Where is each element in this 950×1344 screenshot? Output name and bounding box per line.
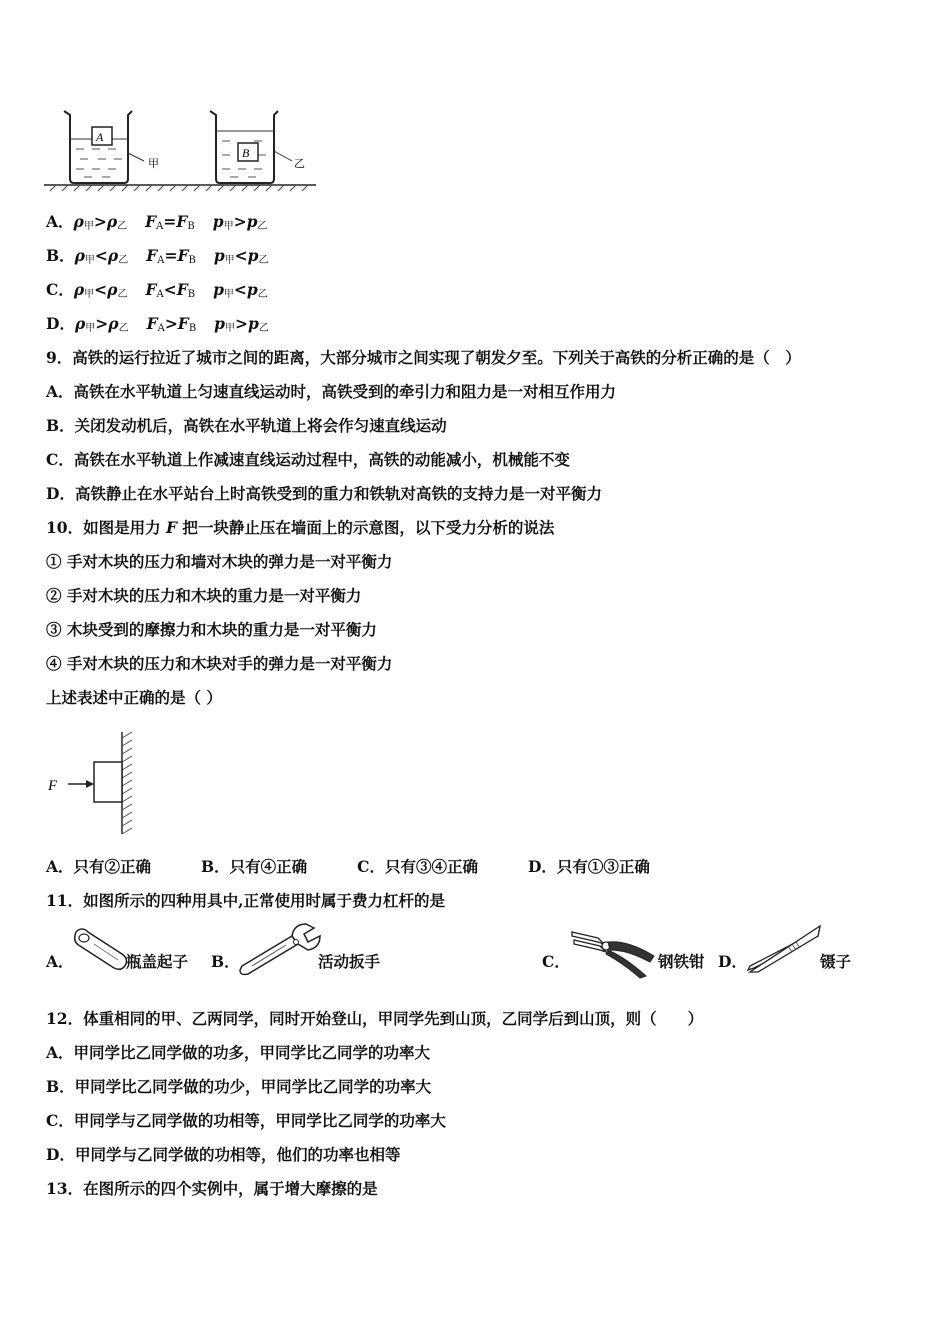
q11-option-b-name: 活动扳手	[318, 952, 381, 971]
q11-option-d-name: 镊子	[820, 952, 852, 971]
q12-option-d[interactable]: D．甲同学与乙同学做的功相等，他们的功率也相等	[46, 1145, 401, 1164]
q12-stem: 12．体重相同的甲、乙两同学，同时开始登山，甲同学先到山顶，乙同学后到山顶，则（ ）	[46, 1009, 704, 1028]
q13-stem: 13．在图所示的四个实例中，属于增大摩擦的是	[46, 1179, 378, 1198]
q9-option-a[interactable]: A．高铁在水平轨道上匀速直线运动时，高铁受到的牵引力和阻力是一对相互作用力	[46, 382, 617, 401]
q10-statement-4: ④ 手对木块的压力和木块对手的弹力是一对平衡力	[46, 654, 393, 673]
tweezers-icon	[744, 922, 824, 974]
q10-options	[46, 857, 650, 877]
q11-option-b-letter[interactable]: B．	[211, 952, 240, 971]
q10-statement-3: ③ 木块受到的摩擦力和木块的重力是一对平衡力	[46, 620, 377, 639]
q11-stem: 11．如图所示的四种用具中,正常使用时属于费力杠杆的是	[46, 891, 445, 910]
svg-text:B: B	[242, 146, 250, 160]
svg-text:甲: 甲	[148, 157, 159, 170]
bottle-opener-icon	[70, 924, 130, 976]
q10-statement-1: ① 手对木块的压力和墙对木块的弹力是一对平衡力	[46, 552, 393, 571]
q10-option-d[interactable]: D．只有①③正确	[527, 857, 650, 876]
svg-text:A: A	[96, 130, 104, 144]
q12-option-a[interactable]: A．甲同学比乙同学做的功多，甲同学比乙同学的功率大	[46, 1043, 431, 1062]
q11-option-c-name: 钢铁钳	[658, 952, 705, 971]
q11-option-a-letter[interactable]: A．	[46, 952, 74, 971]
q11-option-a-name: 瓶盖起子	[126, 952, 189, 971]
adjustable-wrench-icon	[236, 920, 324, 976]
wooden-block	[94, 762, 122, 802]
q12-option-b[interactable]: B．甲同学比乙同学做的功少，甲同学比乙同学的功率大	[46, 1077, 432, 1096]
beaker-jia	[64, 111, 159, 183]
svg-text:乙: 乙	[294, 157, 305, 170]
q10-stem: 10．如图是用力 F 把一块静止压在墙面上的示意图，以下受力分析的说法	[46, 518, 555, 537]
q8-option-a[interactable]: A．ρ甲>ρ乙 FA=FB p甲>p乙	[46, 212, 268, 232]
q8-option-d[interactable]: D．ρ甲>ρ乙 FA>FB p甲>p乙	[46, 314, 269, 334]
q10-option-a[interactable]: A．只有②正确	[46, 857, 152, 876]
q10-statement-2: ② 手对木块的压力和木块的重力是一对平衡力	[46, 586, 362, 605]
q10-option-c[interactable]: C．只有③④正确	[357, 857, 478, 876]
q11-option-c-letter[interactable]: C．	[542, 952, 570, 971]
q12-option-c[interactable]: C．甲同学与乙同学做的功相等，甲同学比乙同学的功率大	[46, 1111, 446, 1130]
q9-option-d[interactable]: D．高铁静止在水平站台上时高铁受到的重力和铁轨对高铁的支持力是一对平衡力	[46, 484, 602, 503]
q9-option-c[interactable]: C．高铁在水平轨道上作减速直线运动过程中，高铁的动能减小，机械能不变	[46, 450, 570, 469]
q11-tools	[46, 920, 906, 980]
q9-stem: 9．高铁的运行拉近了城市之间的距离，大部分城市之间实现了朝发夕至。下列关于高铁的分析正确的是（ ）	[46, 348, 801, 367]
q10-option-b[interactable]: B．只有④正确	[201, 857, 308, 876]
pliers-icon	[568, 924, 658, 980]
q9-option-b[interactable]: B．关闭发动机后，高铁在水平轨道上将会作匀速直线运动	[46, 416, 447, 435]
force-arrow-icon	[86, 780, 94, 788]
q10-prompt: 上述表述中正确的是（ ）	[46, 688, 222, 707]
q11-option-d-letter[interactable]: D．	[718, 952, 747, 971]
svg-text:F: F	[48, 778, 58, 794]
beaker-yi	[210, 111, 305, 183]
beakers-figure	[40, 105, 320, 193]
q8-option-b[interactable]: B．ρ甲<ρ乙 FA=FB p甲<p乙	[46, 246, 269, 266]
q8-option-c[interactable]: C．ρ甲<ρ乙 FA<FB p甲<p乙	[46, 280, 268, 300]
wall-block-figure	[44, 728, 144, 838]
